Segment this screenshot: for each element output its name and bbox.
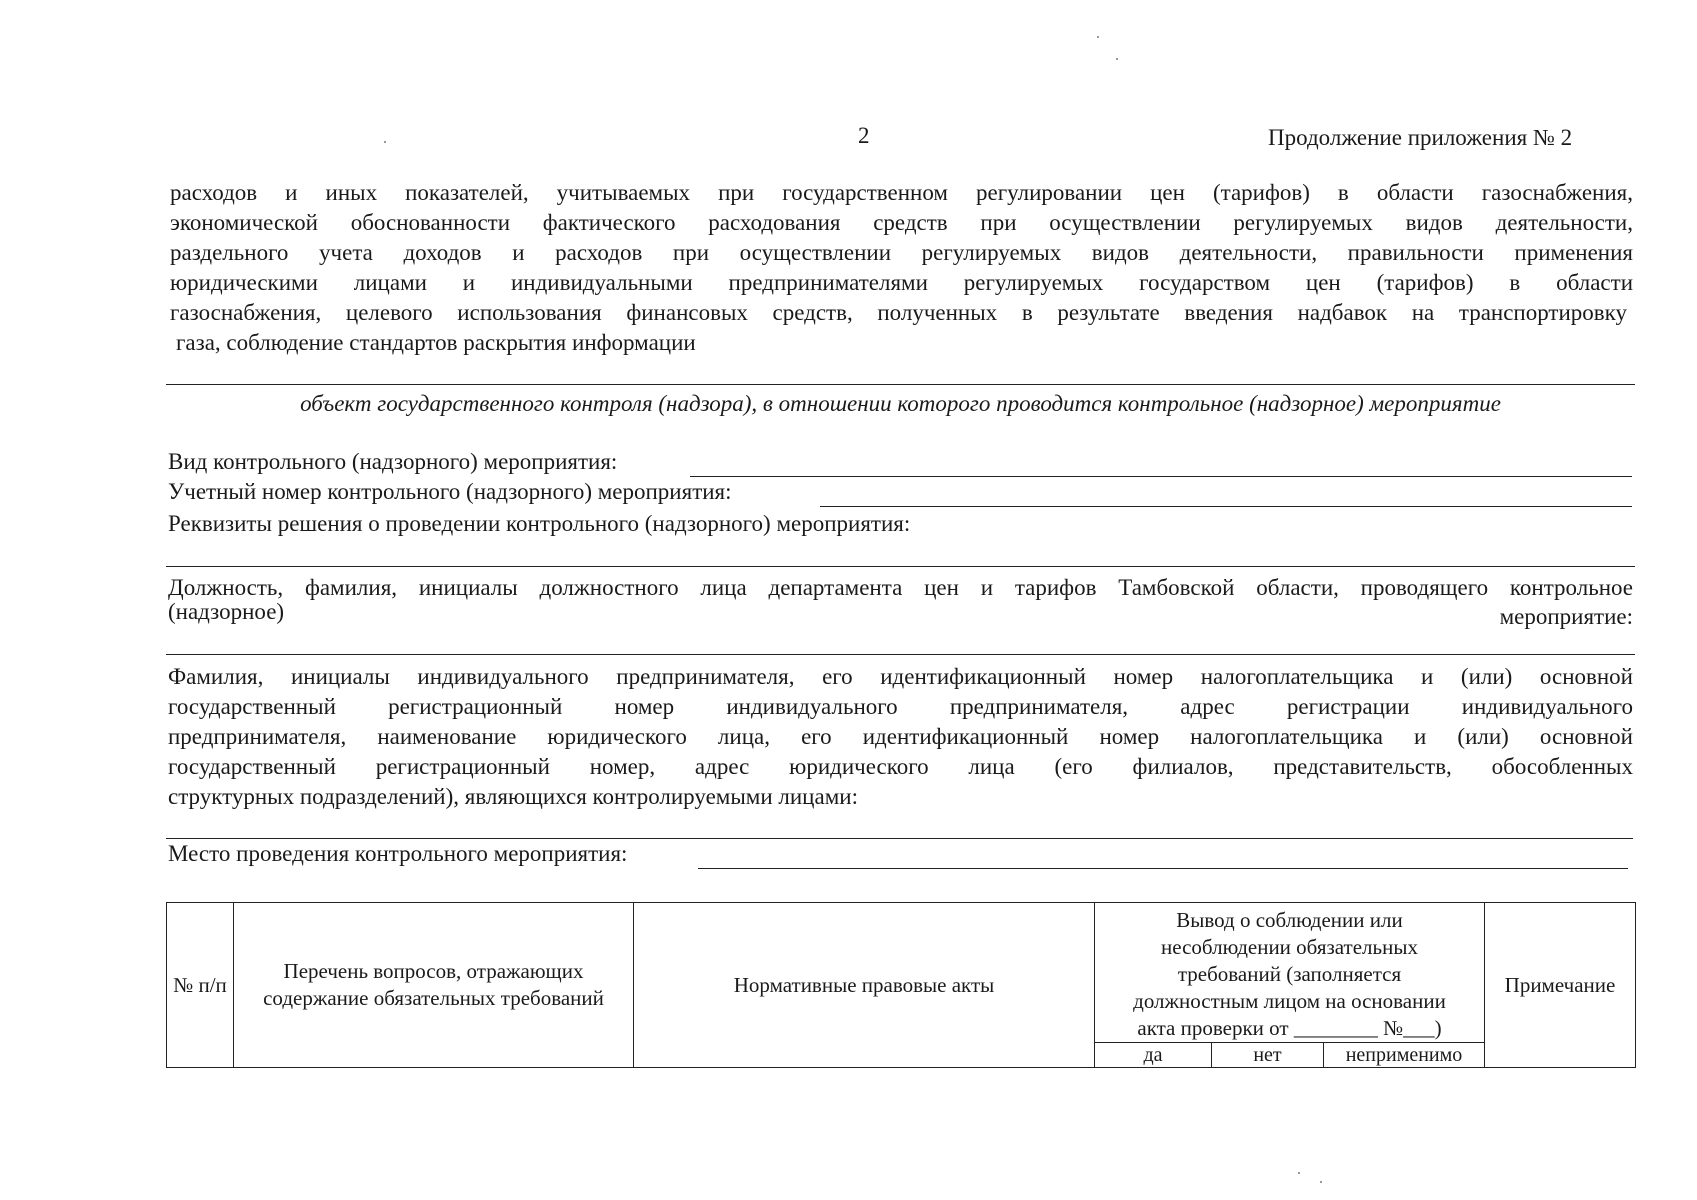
conclusion-line: несоблюдении обязательных [1161,935,1418,959]
paragraph-line: газа, соблюдение стандартов раскрытия информации [176,330,696,355]
paragraph-line: структурных подразделений), являющихся контролируемыми лицами: [168,784,858,809]
object-underline [166,384,1635,385]
decision-details-label: Реквизиты решения о проведении контрольного (надзорного) мероприятия: [168,511,911,536]
official-label: Должность, фамилия, инициалы должностного лица департамента цен и тарифов Тамбовской области, проводящего контрольное [168,575,1633,600]
location-field[interactable] [698,868,1628,869]
scan-speck [384,141,386,143]
registration-number-label: Учетный номер контрольного (надзорного) мероприятия: [168,479,732,504]
paragraph-line: юридическими лицами и индивидуальными предпринимателями регулируемых государством цен (тарифов) в области [170,270,1633,295]
paragraph-line: государственный регистрационный номер, адрес юридического лица (его филиалов, представительств, обособленных [168,754,1633,779]
header-conclusion [1095,903,1485,1043]
paragraph-line: государственный регистрационный номер индивидуального предпринимателя, адрес регистрации индивидуального [168,694,1633,719]
conclusion-line: Вывод о соблюдении или [1176,908,1403,932]
paragraph-line: экономической обоснованности фактического расходования средств при осуществлении регулируемых видов деятельности, [170,210,1633,235]
location-label: Место проведения контрольного мероприятия: [168,841,628,866]
paragraph-line: газоснабжения, целевого использования финансовых средств, полученных в результате введения надбавок на транспортировку [170,300,1627,325]
official-field[interactable] [166,654,1635,655]
decision-details-field[interactable] [166,566,1635,567]
registration-number-field[interactable] [820,506,1632,507]
header-questions: Перечень вопросов, отражающих содержание обязательных требований [234,903,634,1068]
header-yes: да [1095,1043,1212,1068]
object-caption: объект государственного контроля (надзора), в отношении которого проводится контрольное (надзорное) мероприятие [300,391,1501,416]
event-type-label: Вид контрольного (надзорного) мероприятия: [168,449,618,474]
official-label-cont: (надзорное) [168,599,285,624]
paragraph-line: предпринимателя, наименование юридического лица, его идентификационный номер налогоплательщика и (или) основной [168,724,1633,749]
conclusion-line: требований (заполняется [1177,962,1402,986]
header-number: № п/п [167,903,234,1068]
paragraph-line: расходов и иных показателей, учитываемых при государственном регулировании цен (тарифов) в области газоснабжения, [170,180,1633,205]
paragraph-line: раздельного учета доходов и расходов при осуществлении регулируемых видов деятельности, правильности применения [170,240,1633,265]
header-not-applicable: неприменимо [1324,1043,1485,1068]
header-acts: Нормативные правовые акты [634,903,1095,1068]
conclusion-line: должностным лицом на основании [1133,989,1446,1013]
requirements-table [166,902,1636,1068]
conclusion-line: акта проверки от ________ №___) [1137,1016,1442,1040]
scan-speck [1116,58,1118,60]
scan-speck [1298,1172,1300,1174]
scan-speck [1097,36,1099,38]
page-number: 2 [858,123,870,148]
header-no: нет [1212,1043,1324,1068]
scan-speck [1320,1181,1322,1183]
appendix-note: Продолжение приложения № 2 [1268,125,1573,150]
header-note: Примечание [1485,903,1636,1068]
official-label-end: мероприятие: [1499,604,1633,629]
event-type-field[interactable] [690,476,1632,477]
paragraph-line: Фамилия, инициалы индивидуального предпринимателя, его идентификационный номер налогоплательщика и (или) основной [168,664,1633,689]
